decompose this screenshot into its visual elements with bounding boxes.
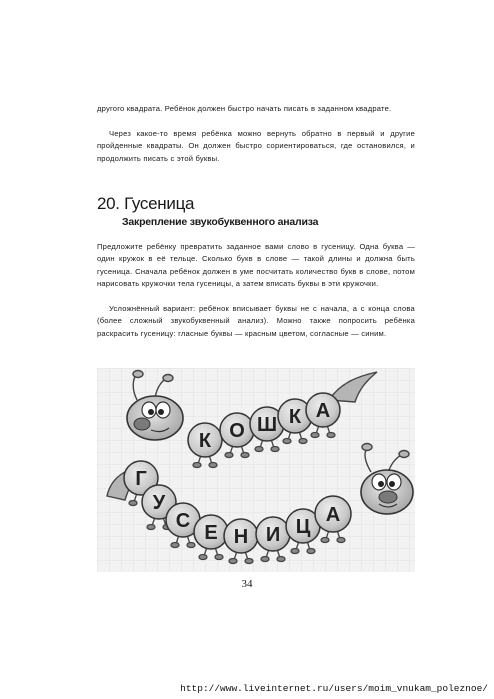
foot-icon [215, 555, 223, 560]
foot-icon [321, 538, 329, 543]
gusenitsa-letter: С [175, 510, 191, 532]
koshka-letter: К [198, 430, 212, 452]
gusenitsa-letter: У [152, 492, 166, 514]
section-subtitle: Закрепление звукобуквенного анализа [122, 216, 319, 228]
foot-icon [147, 525, 155, 530]
foot-icon [241, 453, 249, 458]
caterpillar-head-icon [127, 396, 183, 440]
gusenitsa-letter: И [265, 524, 281, 546]
foot-icon [255, 447, 263, 452]
foot-icon [261, 557, 269, 562]
foot-icon [199, 555, 207, 560]
foot-icon [225, 453, 233, 458]
foot-icon [307, 549, 315, 554]
gusenitsa-letter: Н [233, 526, 249, 548]
foot-icon [291, 549, 299, 554]
koshka-letter: О [229, 420, 245, 442]
nose-icon [134, 418, 150, 430]
foot-icon [129, 501, 137, 506]
footer-url: http://www.liveinternet.ru/users/moim_vnukam_poleznoe/ [180, 683, 488, 694]
nose-icon [379, 491, 397, 503]
section-title: 20. Гусеница [97, 194, 195, 213]
foot-icon [193, 463, 201, 468]
gusenitsa-letter: Г [135, 468, 147, 490]
foot-icon [327, 433, 335, 438]
paragraph-instructions: Предложите ребёнку превратить заданное вами слово в гусеницу. Одна буква — один кружок в её тельце. Сколько букв в слове — такой длины и должна быть гусеница. Сначала ребёнок должен в уме посчитать количество букв в слове, потом нарисовать кружочки тела гусеницы, а затем вписать буквы в эти кружочки. [97, 242, 415, 289]
foot-icon [271, 447, 279, 452]
foot-icon [277, 557, 285, 562]
koshka-letter: А [315, 400, 331, 422]
foot-icon [245, 559, 253, 564]
paragraph-return-to-squares: Через какое-то время ребёнка можно вернуть обратно в первый и другие пройденные квадраты. Он должен быстро сориентироваться, где остановился, и продолжить писать с этой буквы. [97, 129, 415, 163]
caterpillar-illustration [97, 368, 415, 572]
foot-icon [337, 538, 345, 543]
foot-icon [209, 463, 217, 468]
foot-icon [187, 543, 195, 548]
foot-icon [299, 439, 307, 444]
paragraph-continuation: другого квадрата. Ребёнок должен быстро начать писать в заданном квадрате. [97, 104, 392, 113]
foot-icon [229, 559, 237, 564]
koshka-letter: Ш [256, 414, 278, 436]
gusenitsa-letter: Е [204, 522, 218, 544]
foot-icon [311, 433, 319, 438]
gusenitsa-letter: А [325, 504, 341, 526]
gusenitsa-letter: Ц [295, 516, 311, 538]
foot-icon [283, 439, 291, 444]
paragraph-advanced-variant: Усложнённый вариант: ребёнок вписывает буквы не с начала, а с конца слова (более сложный звукобуквенный анализ). Можно также попросить ребёнка раскрасить гусеницу: гласные буквы — красным цветом, согласные — синим. [97, 304, 415, 338]
page-number: 34 [241, 578, 253, 590]
foot-icon [171, 543, 179, 548]
koshka-letter: К [288, 406, 302, 428]
